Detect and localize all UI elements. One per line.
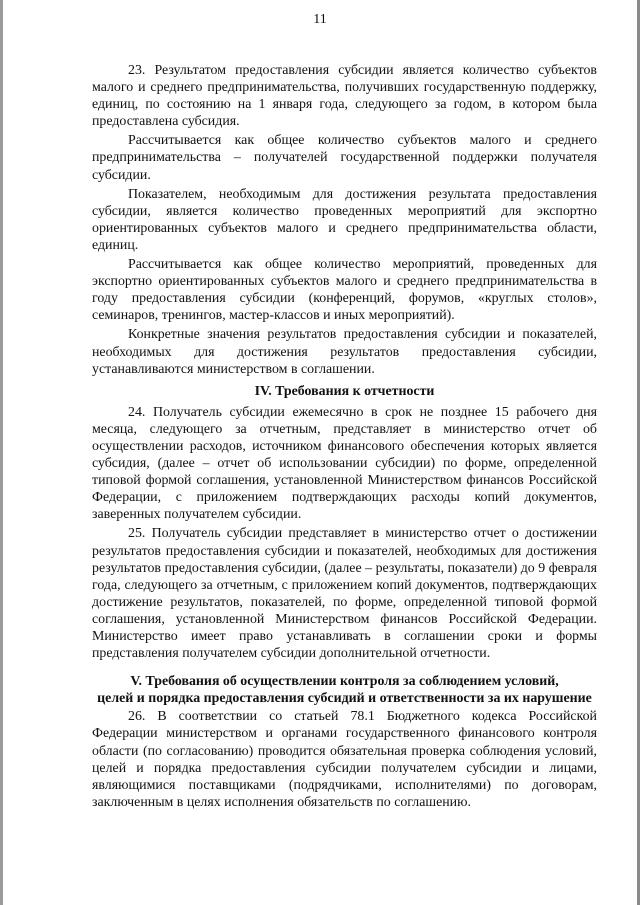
paragraph-23: 23. Результатом предоставления субсидии является количество субъектов малого и среднего предпринимательства, получивших государственную поддержку, единиц, по состоянию на 1 января года, следующего за годом, в котором была предоставлена субсидия.: [92, 63, 597, 130]
paragraph-specific-values: Конкретные значения результатов предоставления субсидии и показателей, необходимых для достижения результатов предоставления субсидии, устанавливаются министерством в соглашении.: [92, 327, 597, 377]
paragraph-calculation-result: Рассчитывается как общее количество субъектов малого и среднего предпринимательства – получателей государственной поддержки получателя субсидии.: [92, 133, 597, 183]
paragraph-25: 25. Получатель субсидии представляет в министерство отчет о достижении результатов предоставления субсидии и показателей, необходимых для достижения результатов предоставления субсидии, (далее – результаты, показатели) до 9 февраля года, следующего за отчетным, с приложением копий документов, подтверждающих достижение результатов, показателей, по форме, определенной типовой формой соглашения, установленной Министерством финансов Российской Федерации. Министерство имеет право устанавливать в соглашении сроки и формы представления получателем субсидии дополнительной отчетности.: [92, 526, 597, 662]
page-number: 11: [313, 12, 327, 27]
paragraph-calculation-events: Рассчитывается как общее количество мероприятий, проведенных для экспортно ориентированных субъектов малого и среднего предпринимательства в году предоставления субсидии (конференций, форумов, «круглых столов», семинаров, тренингов, мастер-классов и иных мероприятий).: [92, 257, 597, 324]
paragraph-26: 26. В соответствии со статьей 78.1 Бюджетного кодекса Российской Федерации министерством и органами государственного финансового контроля области (по согласованию) проводится обязательная проверка соблюдения условий, целей и порядка предоставления субсидии получателем субсидии и лицами, являющимися поставщиками (подрядчиками, исполнителями) по договорам, заключенным в целях исполнения обязательств по соглашению.: [92, 709, 597, 810]
section-heading-reporting: IV. Требования к отчетности: [254, 383, 435, 399]
section-heading-control-line2: целей и порядка предоставления субсидий и ответственности за их нарушение: [97, 691, 592, 707]
document-body: [92, 62, 597, 813]
section-heading-control: [92, 673, 597, 707]
paragraph-indicator: Показателем, необходимым для достижения результата предоставления субсидии, является количество проведенных мероприятий для экспортно ориентированных субъектов малого и среднего предпринимательства области, единиц.: [92, 186, 597, 253]
section-heading-control-line1: V. Требования об осуществлении контроля за соблюдением условий,: [130, 674, 559, 690]
paragraph-24: 24. Получатель субсидии ежемесячно в срок не позднее 15 рабочего дня месяца, следующего за отчетным, представляет в министерство отчет об осуществлении расходов, источником финансового обеспечения которых является субсидия, (далее – отчет об использовании субсидии) по форме, определенной типовой формой соглашения, установленной Министерством финансов Российской Федерации, с приложением подтверждающих расходы копий документов, заверенных получателем субсидии.: [92, 404, 597, 523]
scan-edge-left: [0, 0, 3, 905]
